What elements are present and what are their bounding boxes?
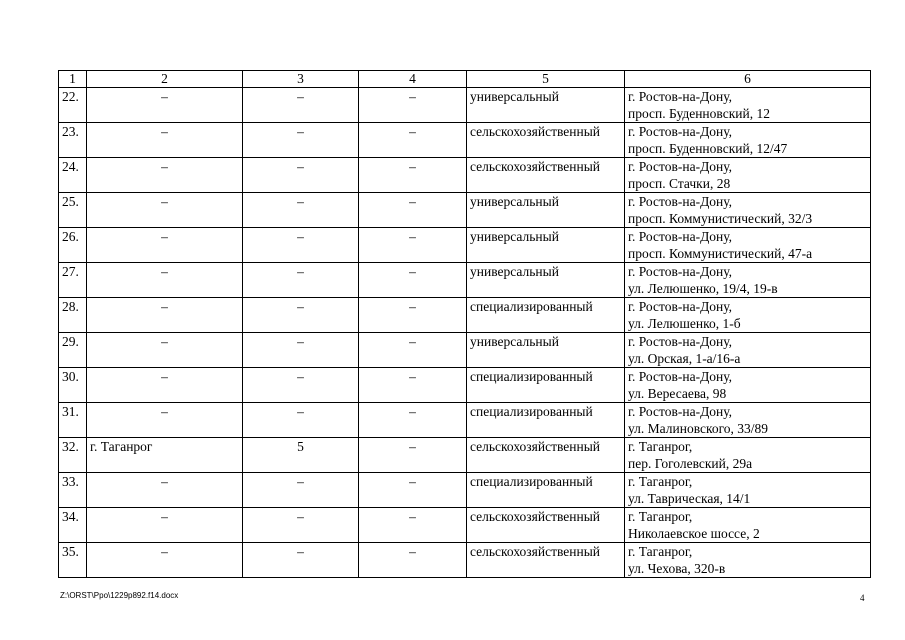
table-row (59, 158, 871, 193)
address-city: г. Таганрог, (628, 439, 693, 454)
city-cell: – (87, 508, 243, 543)
col4-cell: – (359, 88, 467, 123)
address-street: ул. Чехова, 320-в (628, 561, 726, 576)
city-cell: – (87, 88, 243, 123)
table-row (59, 88, 871, 123)
address-city: г. Ростов-на-Дону, (628, 369, 733, 384)
col4-cell: – (359, 263, 467, 298)
city-cell: – (87, 228, 243, 263)
address-street: ул. Таврическая, 14/1 (628, 491, 751, 506)
row-number-cell: 32. (59, 438, 87, 473)
market-type-cell: сельскохозяйственный (467, 508, 625, 543)
address-cell (625, 123, 871, 158)
header-cell: 2 (87, 71, 243, 88)
market-type-cell: универсальный (467, 333, 625, 368)
row-number-cell: 35. (59, 543, 87, 578)
address-cell (625, 403, 871, 438)
market-type-cell: специализированный (467, 403, 625, 438)
header-cell: 5 (467, 71, 625, 88)
address-city: г. Ростов-на-Дону, (628, 159, 733, 174)
count-cell: – (243, 403, 359, 438)
address-street: просп. Стачки, 28 (628, 176, 731, 191)
table-row (59, 298, 871, 333)
address-city: г. Таганрог, (628, 509, 693, 524)
address-city: г. Таганрог, (628, 544, 693, 559)
address-cell (625, 543, 871, 578)
address-city: г. Ростов-на-Дону, (628, 124, 733, 139)
table-row (59, 368, 871, 403)
address-cell (625, 193, 871, 228)
table-row (59, 403, 871, 438)
market-type-cell: универсальный (467, 193, 625, 228)
market-type-cell: универсальный (467, 263, 625, 298)
header-cell: 6 (625, 71, 871, 88)
market-type-cell: специализированный (467, 298, 625, 333)
city-cell: – (87, 543, 243, 578)
table-header-row (59, 71, 871, 88)
address-street: ул. Лелюшенко, 19/4, 19-в (628, 281, 778, 296)
table-row (59, 473, 871, 508)
row-number-cell: 33. (59, 473, 87, 508)
count-cell: – (243, 473, 359, 508)
row-number-cell: 22. (59, 88, 87, 123)
file-path: Z:\ORST\Ppo\1229p892.f14.docx (60, 591, 179, 600)
count-cell: – (243, 193, 359, 228)
market-type-cell: сельскохозяйственный (467, 543, 625, 578)
row-number-cell: 25. (59, 193, 87, 228)
stores-table (58, 70, 871, 578)
market-type-cell: универсальный (467, 88, 625, 123)
count-cell: – (243, 263, 359, 298)
address-cell (625, 368, 871, 403)
count-cell: – (243, 88, 359, 123)
table-row (59, 508, 871, 543)
table-row (59, 333, 871, 368)
city-cell: – (87, 403, 243, 438)
address-city: г. Ростов-на-Дону, (628, 264, 733, 279)
market-type-cell: специализированный (467, 473, 625, 508)
city-cell: – (87, 368, 243, 403)
header-cell: 3 (243, 71, 359, 88)
count-cell: – (243, 158, 359, 193)
address-city: г. Ростов-на-Дону, (628, 334, 733, 349)
table-row (59, 123, 871, 158)
address-cell (625, 88, 871, 123)
row-number-cell: 27. (59, 263, 87, 298)
market-type-cell: специализированный (467, 368, 625, 403)
city-cell: – (87, 298, 243, 333)
address-street: ул. Вересаева, 98 (628, 386, 727, 401)
header-cell: 1 (59, 71, 87, 88)
city-cell: – (87, 158, 243, 193)
market-type-cell: сельскохозяйственный (467, 158, 625, 193)
address-cell (625, 228, 871, 263)
table-row (59, 543, 871, 578)
address-street: просп. Буденновский, 12 (628, 106, 770, 121)
header-cell: 4 (359, 71, 467, 88)
address-city: г. Ростов-на-Дону, (628, 404, 733, 419)
address-cell (625, 438, 871, 473)
col4-cell: – (359, 543, 467, 578)
address-cell (625, 333, 871, 368)
count-cell: – (243, 368, 359, 403)
table-row (59, 263, 871, 298)
address-cell (625, 263, 871, 298)
count-cell: – (243, 543, 359, 578)
row-number-cell: 31. (59, 403, 87, 438)
address-street: ул. Малиновского, 33/89 (628, 421, 769, 436)
row-number-cell: 26. (59, 228, 87, 263)
row-number-cell: 24. (59, 158, 87, 193)
row-number-cell: 29. (59, 333, 87, 368)
address-cell (625, 298, 871, 333)
address-city: г. Ростов-на-Дону, (628, 89, 733, 104)
city-cell: – (87, 333, 243, 368)
city-cell: – (87, 123, 243, 158)
col4-cell: – (359, 438, 467, 473)
city-cell: – (87, 263, 243, 298)
address-city: г. Ростов-на-Дону, (628, 194, 733, 209)
row-number-cell: 23. (59, 123, 87, 158)
col4-cell: – (359, 228, 467, 263)
count-cell: – (243, 508, 359, 543)
col4-cell: – (359, 508, 467, 543)
table-row (59, 438, 871, 473)
address-street: ул. Орская, 1-а/16-а (628, 351, 741, 366)
address-city: г. Ростов-на-Дону, (628, 229, 733, 244)
address-street: просп. Буденновский, 12/47 (628, 141, 788, 156)
address-cell (625, 473, 871, 508)
col4-cell: – (359, 473, 467, 508)
col4-cell: – (359, 158, 467, 193)
address-cell (625, 508, 871, 543)
col4-cell: – (359, 193, 467, 228)
city-cell: – (87, 473, 243, 508)
col4-cell: – (359, 123, 467, 158)
row-number-cell: 28. (59, 298, 87, 333)
count-cell: – (243, 333, 359, 368)
market-type-cell: сельскохозяйственный (467, 123, 625, 158)
market-type-cell: универсальный (467, 228, 625, 263)
col4-cell: – (359, 368, 467, 403)
col4-cell: – (359, 298, 467, 333)
address-street: просп. Коммунистический, 47-а (628, 246, 813, 261)
col4-cell: – (359, 403, 467, 438)
city-cell: – (87, 193, 243, 228)
city-cell: г. Таганрог (87, 438, 243, 473)
row-number-cell: 30. (59, 368, 87, 403)
count-cell: – (243, 123, 359, 158)
row-number-cell: 34. (59, 508, 87, 543)
address-street: Николаевское шоссе, 2 (628, 526, 760, 541)
address-city: г. Ростов-на-Дону, (628, 299, 733, 314)
count-cell: – (243, 298, 359, 333)
page-number: 4 (860, 593, 865, 603)
address-street: пер. Гоголевский, 29а (628, 456, 753, 471)
address-street: ул. Лелюшенко, 1-б (628, 316, 741, 331)
address-city: г. Таганрог, (628, 474, 693, 489)
table-row (59, 228, 871, 263)
count-cell: – (243, 228, 359, 263)
market-type-cell: сельскохозяйственный (467, 438, 625, 473)
count-cell: 5 (243, 438, 359, 473)
col4-cell: – (359, 333, 467, 368)
table-row (59, 193, 871, 228)
address-cell (625, 158, 871, 193)
address-street: просп. Коммунистический, 32/3 (628, 211, 813, 226)
